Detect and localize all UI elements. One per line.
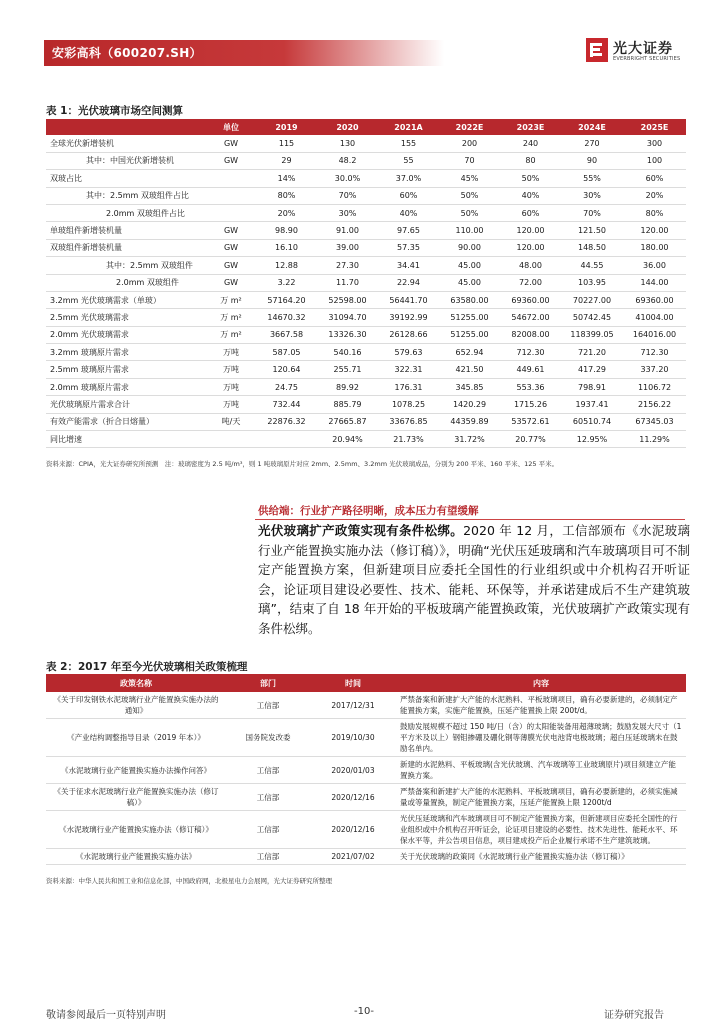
table-cell: 155: [400, 139, 417, 149]
row-label: 有效产能需求（折合日熔量）: [50, 417, 154, 427]
row-label: 同比增速: [50, 434, 82, 444]
table-cell: 55: [403, 156, 414, 166]
table-cell: 200: [461, 139, 478, 149]
row-unit: 万吨: [223, 382, 239, 392]
table-cell: 70%: [338, 191, 357, 201]
policy-content: 关于光伏玻璃的政策同《水泥玻璃行业产能置换实施办法（修订稿）》: [396, 849, 686, 865]
table-cell: 16.10: [275, 243, 298, 253]
table1-header-cell: 2019: [256, 119, 317, 135]
row-unit: 万 m²: [220, 312, 242, 322]
table1-header-cell: [46, 119, 206, 135]
table-cell: 51255.00: [450, 330, 489, 340]
row-label: 全球光伏新增装机: [50, 139, 114, 149]
table-cell: 50%: [521, 173, 540, 183]
table-row: [46, 204, 686, 221]
policy-name: 《产业结构调整指导目录（2019 年本）》: [46, 719, 226, 757]
table1-caption: 表 1：光伏玻璃市场空间测算: [46, 105, 183, 117]
section-subheading: 供给端：行业扩产路径明晰，成本压力有望缓解: [258, 505, 479, 517]
table-cell: 44359.89: [450, 417, 489, 427]
table-cell: 164016.00: [632, 330, 677, 340]
table-cell: 270: [584, 139, 600, 149]
policy-department: 国务院发改委: [226, 719, 310, 757]
table-row: [46, 239, 686, 256]
table-cell: 20.77%: [515, 434, 546, 444]
table-cell: 587.05: [272, 347, 301, 357]
table-cell: 37.0%: [395, 173, 422, 183]
policy-content: 严禁备案和新建扩大产能的水泥熟料、平板玻璃项目，确有必要新建的，必须制定产能置换方案，实施产能置换，压延产能置换上限 200t/d。: [396, 692, 686, 719]
row-unit: GW: [223, 278, 239, 288]
table-cell: 120.00: [516, 226, 545, 236]
policy-department: 工信部: [226, 849, 310, 865]
table-cell: 21.73%: [393, 434, 424, 444]
table-cell: 3.22: [277, 278, 296, 288]
table-cell: 50%: [460, 191, 479, 201]
table-cell: 50%: [460, 208, 479, 218]
row-label: 2.5mm 光伏玻璃需求: [50, 312, 129, 322]
table-cell: 1106.72: [637, 382, 672, 392]
table-cell: 11.29%: [639, 434, 670, 444]
table-cell: 1937.41: [575, 399, 609, 409]
table-cell: 579.63: [394, 347, 423, 357]
table-row: [46, 274, 686, 291]
table2-caption: 表 2：2017 年至今光伏玻璃相关政策梳理: [46, 661, 248, 673]
table-cell: 30%: [583, 191, 601, 201]
row-unit: 万 m²: [220, 330, 242, 340]
table1-source-note: 资料来源：CPIA，光大证券研究所预测 注：玻璃密度为 2.5 吨/m³，则 1 吨玻璃原片对应 2mm、2.5mm、3.2mm 光伏玻璃成品，分别为 200 平米、160 平米、125 平米。: [46, 460, 559, 468]
table2-header-cell: 时间: [310, 674, 396, 692]
table-cell: 30.0%: [334, 173, 361, 183]
table2-source-note: 资料来源：中华人民共和国工业和信息化部，中国政府网，北极星电力会展网，光大证券研究所整理: [46, 877, 332, 885]
table-cell: 540.16: [333, 347, 362, 357]
table-cell: 721.20: [578, 347, 606, 357]
table-cell: 69360.00: [635, 295, 674, 305]
broker-logo: [586, 36, 682, 66]
table-cell: 39192.99: [389, 312, 428, 322]
logo-english-name: EVERBRIGHT SECURITIES: [613, 56, 681, 62]
row-label: 2.0mm 玻璃原片需求: [50, 382, 129, 392]
table1-header-cell: 2021A: [378, 119, 439, 135]
policy-content: 严禁备案和新建扩大产能的水泥熟料、平板玻璃项目，确有必要新建的，必须实施减量或等量置换，制定产能置换方案，压延产能置换上限 1200t/d: [396, 784, 686, 811]
company-title: 安彩高科（600207.SH）: [52, 46, 202, 60]
table1-header-cell: 2022E: [439, 119, 500, 135]
table-cell: 31.72%: [454, 434, 485, 444]
table1-header-cell: 2020: [317, 119, 378, 135]
table-cell: 337.20: [640, 365, 669, 375]
table-cell: 20.94%: [332, 434, 363, 444]
policy-content: 光伏压延玻璃和汽车玻璃项目可不制定产能置换方案，但新建项目应委托全国性的行业组织或中介机构召开听证会，论证项目建设的必要性、技术先进性、能耗水平、环保水平等，并公告项目信息，项目建成投产后企业履行承诺不生产建筑玻璃。: [396, 811, 686, 849]
row-unit: [206, 170, 256, 187]
table-cell: 45%: [460, 173, 479, 183]
table-cell: 144.00: [640, 278, 669, 288]
row-label: 2.0mm 光伏玻璃需求: [50, 330, 129, 340]
table-cell: 121.50: [578, 226, 606, 236]
table-cell: 12.95%: [576, 434, 608, 444]
table-cell: 240: [522, 139, 539, 149]
table1-header-cell: 2024E: [561, 119, 623, 135]
table-cell: 180.00: [640, 243, 669, 253]
table-cell: 63580.00: [450, 295, 489, 305]
subheading-underline: [255, 519, 685, 520]
row-label: 3.2mm 玻璃原片需求: [50, 347, 129, 357]
policy-department: 工信部: [226, 692, 310, 719]
table-row: [46, 811, 686, 849]
table-cell: 50742.45: [572, 312, 612, 322]
row-label: 单玻组件新增装机量: [50, 226, 122, 236]
table-cell: 1420.29: [452, 399, 487, 409]
table-cell: 48.00: [519, 260, 542, 270]
table-cell: 255.71: [333, 365, 362, 375]
table-cell: 13326.30: [328, 330, 367, 340]
row-unit: 万吨: [223, 365, 239, 375]
row-label: 2.0mm 双玻组件: [116, 278, 179, 288]
table-cell: 110.00: [455, 226, 484, 236]
table-cell: 14%: [277, 173, 296, 183]
table-cell: 712.30: [640, 347, 669, 357]
table-row: [46, 344, 686, 361]
table-cell: 54672.00: [511, 312, 550, 322]
policy-date: 2021/07/02: [310, 849, 396, 865]
row-unit: 万吨: [223, 347, 239, 357]
table-cell: 20%: [645, 191, 664, 201]
row-unit: GW: [223, 156, 239, 166]
table-cell: 11.70: [336, 278, 359, 288]
table-cell: 60510.74: [572, 417, 612, 427]
table-cell: 52598.00: [328, 295, 367, 305]
row-label: 双玻占比: [50, 173, 82, 183]
policy-date: 2019/10/30: [310, 719, 396, 757]
table2-header-row: [46, 674, 686, 692]
policy-date: 2017/12/31: [310, 692, 396, 719]
table-row: [46, 222, 686, 239]
row-label: 双玻组件新增装机量: [50, 243, 122, 253]
table-cell: 322.31: [394, 365, 423, 375]
table-cell: 29: [281, 156, 292, 166]
row-unit: [206, 431, 256, 448]
policy-name: 《水泥玻璃行业产能置换实施办法（修订稿）》: [46, 811, 226, 849]
table-cell: 1078.25: [391, 399, 426, 409]
table-cell: 53572.61: [511, 417, 550, 427]
table-cell: 300: [646, 139, 663, 149]
table-cell: 57.35: [397, 243, 420, 253]
table-cell: 26128.66: [389, 330, 428, 340]
table-cell: 120.00: [640, 226, 669, 236]
row-unit: [206, 187, 256, 204]
table-row: [46, 170, 686, 187]
row-label: 2.0mm 双玻组件占比: [106, 208, 185, 218]
table-cell: 20%: [277, 208, 296, 218]
table-row: [46, 396, 686, 413]
table-cell: 345.85: [455, 382, 484, 392]
table-cell: 91.00: [336, 226, 359, 236]
page-number: -10-: [354, 1006, 374, 1017]
table-cell: 120.64: [272, 365, 301, 375]
paragraph-text: 2020 年 12 月，工信部颁布《水泥玻璃行业产能置换实施办法（修订稿）》，明确“光伏压延玻璃和汽车玻璃项目可不制定产能置换方案，但新建项目应委托全国性的行业组织或中介机构召开听证会，论证项目建设必要性、技术、能耗、环保等，并承诺建成后不生产建筑玻璃”，结束了自 18 年开始的平板玻璃产能置换政策，光伏玻璃扩产政策实现有条件松绑。: [258, 523, 690, 636]
row-unit: 万吨: [223, 399, 239, 409]
table-cell: 30%: [338, 208, 357, 218]
table-cell: 3667.58: [269, 330, 304, 340]
table-row: [46, 431, 686, 448]
policy-name: 《水泥玻璃行业产能置换实施办法操作问答》: [46, 757, 226, 784]
table-cell: 80%: [277, 191, 296, 201]
table-cell: 41004.00: [635, 312, 674, 322]
table-row: [46, 719, 686, 757]
section-paragraph: [258, 521, 690, 638]
table-cell: 120.00: [516, 243, 545, 253]
table-cell: 90: [586, 156, 598, 166]
table-cell: 130: [339, 139, 356, 149]
table-row: [46, 413, 686, 430]
table-row: [46, 257, 686, 274]
table2-header-cell: 政策名称: [46, 674, 226, 692]
table-cell: 72.00: [519, 278, 542, 288]
table-cell: 40%: [399, 208, 418, 218]
footer-disclaimer: 敬请参阅最后一页特别声明: [46, 1010, 166, 1021]
header-company-bar: [44, 40, 444, 66]
table-row: [46, 309, 686, 326]
table-cell: 553.36: [516, 382, 545, 392]
table-row: [46, 784, 686, 811]
table2-header-cell: 部门: [226, 674, 310, 692]
table-cell: 118399.05: [570, 330, 614, 340]
table-row: [46, 692, 686, 719]
table-row: [46, 849, 686, 865]
table-cell: 48.2: [338, 156, 357, 166]
table-cell: 90.00: [458, 243, 481, 253]
table1-header-cell: 2023E: [500, 119, 561, 135]
table-row: [46, 757, 686, 784]
policy-content: 鼓励发展规模不超过 150 吨/日（含）的太阳能装备用超薄玻璃；鼓励发展大尺寸（1 平方米及以上）钢钼掺硼及硼化钢等薄膜光伏电池背电极玻璃；超白压延玻璃未在鼓励名单内。: [396, 719, 686, 757]
row-unit: 吨/天: [221, 417, 241, 427]
table-cell: 70227.00: [572, 295, 612, 305]
table-cell: 2156.22: [637, 399, 672, 409]
table-cell: 40%: [521, 191, 540, 201]
row-label: 其中：2.5mm 双玻组件占比: [86, 191, 189, 201]
table1-header-cell: 2025E: [623, 119, 686, 135]
table-cell: 417.29: [578, 365, 606, 375]
table-cell: 103.95: [578, 278, 606, 288]
footer-report-type: 证券研究报告: [604, 1010, 664, 1021]
table-cell: 12.88: [275, 260, 298, 270]
row-label: 2.5mm 玻璃原片需求: [50, 365, 129, 375]
table-cell: 57164.20: [267, 295, 306, 305]
table-cell: 1715.26: [513, 399, 548, 409]
policy-department: 工信部: [226, 784, 310, 811]
policy-date: 2020/01/03: [310, 757, 396, 784]
table-cell: 148.50: [578, 243, 606, 253]
table-cell: 60%: [521, 208, 540, 218]
row-label: 其中：中国光伏新增装机: [86, 156, 174, 166]
table2-header-cell: 内容: [396, 674, 686, 692]
table-cell: 732.44: [272, 399, 301, 409]
table-cell: 31094.70: [328, 312, 367, 322]
row-unit: GW: [223, 243, 239, 253]
row-unit: GW: [223, 260, 239, 270]
table-cell: 115: [278, 139, 295, 149]
market-size-table: [46, 119, 686, 448]
table-cell: 80%: [645, 208, 664, 218]
table-cell: 36.00: [643, 260, 666, 270]
table-cell: 798.91: [578, 382, 606, 392]
table-cell: 51255.00: [450, 312, 489, 322]
table-cell: 176.31: [394, 382, 423, 392]
table-cell: 45.00: [458, 278, 481, 288]
row-unit: 万 m²: [220, 295, 242, 305]
table-cell: 56441.70: [389, 295, 428, 305]
table-row: [46, 291, 686, 308]
row-unit: GW: [223, 139, 239, 149]
policy-content: 新建的水泥熟料、平板玻璃(含光伏玻璃、汽车玻璃等工业玻璃原片)项目须建立产能置换方案。: [396, 757, 686, 784]
policy-table: [46, 674, 686, 865]
table-cell: 89.92: [336, 382, 359, 392]
policy-name: 《关于印发钢铁水泥玻璃行业产能置换实施办法的通知》: [46, 692, 226, 719]
table-cell: 44.55: [580, 260, 604, 270]
policy-name: 《关于征求水泥玻璃行业产能置换实施办法（修订稿）》: [46, 784, 226, 811]
table-cell: 100: [646, 156, 663, 166]
table-cell: 80: [525, 156, 536, 166]
table-cell: 69360.00: [511, 295, 550, 305]
row-label: 光伏玻璃原片需求合计: [50, 399, 130, 409]
table-cell: 22.94: [397, 278, 420, 288]
table-cell: 712.30: [516, 347, 545, 357]
table-cell: 39.00: [336, 243, 359, 253]
row-unit: GW: [223, 226, 239, 236]
table1-header-cell: 单位: [206, 119, 256, 135]
table-row: [46, 378, 686, 395]
table-row: [46, 152, 686, 169]
table-row: [46, 135, 686, 152]
paragraph-lead: 光伏玻璃扩产政策实现有条件松绑。: [258, 523, 464, 538]
table-cell: 22876.32: [267, 417, 306, 427]
row-unit: [206, 204, 256, 221]
table-cell: 70%: [583, 208, 601, 218]
table-row: [46, 361, 686, 378]
table-cell: 55%: [583, 173, 601, 183]
table-cell: 421.50: [455, 365, 484, 375]
table-row: [46, 326, 686, 343]
table-cell: 652.94: [455, 347, 484, 357]
table-row: [46, 187, 686, 204]
table-cell: 885.79: [333, 399, 362, 409]
table-cell: 14670.32: [267, 312, 306, 322]
table-cell: 97.65: [397, 226, 420, 236]
table-cell: 24.75: [275, 382, 298, 392]
table-cell: 82008.00: [511, 330, 550, 340]
policy-date: 2020/12/16: [310, 784, 396, 811]
policy-department: 工信部: [226, 811, 310, 849]
table-cell: 33676.85: [389, 417, 428, 427]
table-cell: 70: [464, 156, 475, 166]
policy-date: 2020/12/16: [310, 811, 396, 849]
table-cell: 67345.03: [635, 417, 674, 427]
everbright-logo-icon: [586, 38, 608, 62]
logo-chinese-name: 光大证券: [613, 41, 673, 57]
table-cell: 27665.87: [328, 417, 367, 427]
table-cell: 449.61: [516, 365, 545, 375]
table-cell: 45.00: [458, 260, 481, 270]
table-cell: 60%: [399, 191, 418, 201]
row-label: 3.2mm 光伏玻璃需求（单玻）: [50, 295, 161, 305]
policy-department: 工信部: [226, 757, 310, 784]
policy-name: 《水泥玻璃行业产能置换实施办法》: [46, 849, 226, 865]
table-cell: 27.30: [336, 260, 359, 270]
table-cell: 98.90: [275, 226, 298, 236]
row-label: 其中：2.5mm 双玻组件: [106, 260, 193, 270]
table-cell: [256, 431, 317, 448]
table1-header-row: [46, 119, 686, 135]
table-cell: 60%: [645, 173, 664, 183]
table-cell: 34.41: [397, 260, 420, 270]
